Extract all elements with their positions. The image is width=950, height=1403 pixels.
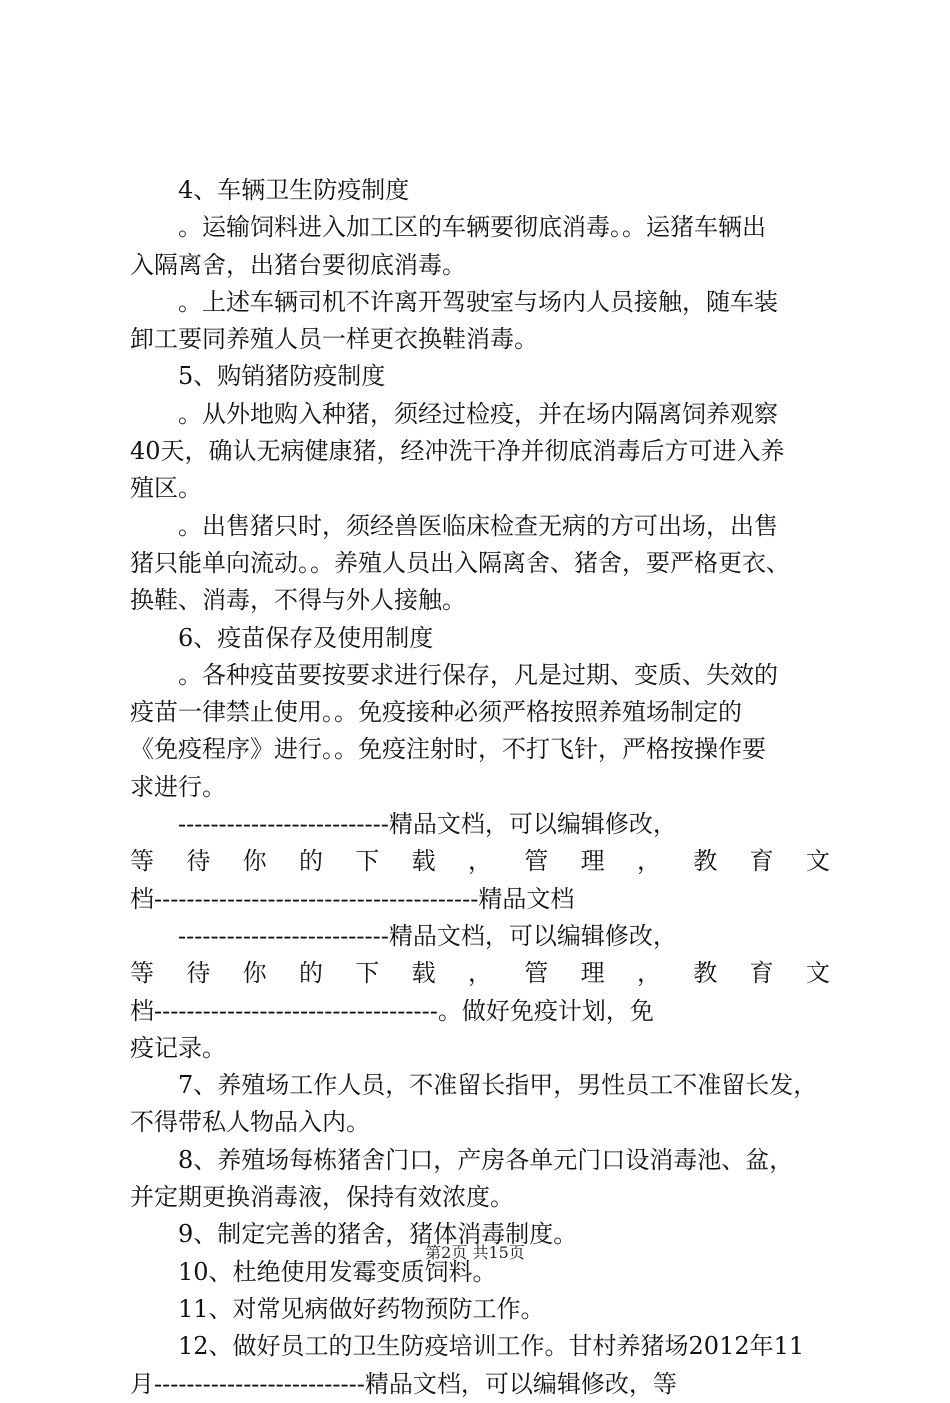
rule-item-11: 11、对常见病做好药物预防工作。 xyxy=(178,1294,545,1323)
spread-char: 理 xyxy=(580,959,605,988)
rule-item-10: 10、杜绝使用发霉变质饲料。 xyxy=(178,1257,497,1286)
rule-item-12: 12、做好员工的卫生防疫培训工作。甘村养猪场2012年11 xyxy=(178,1332,805,1361)
spread-char: ， xyxy=(467,959,492,988)
spread-char: 下 xyxy=(355,959,380,988)
spread-char: 待 xyxy=(186,959,211,988)
spread-char: 教 xyxy=(693,959,718,988)
paragraph-line: 疫苗一律禁止使用。。免疫接种必须严格按照养殖场制定的 xyxy=(130,698,742,727)
spread-char: 育 xyxy=(749,847,774,876)
spread-char: 育 xyxy=(749,959,774,988)
section-heading-5: 5、购销猪防疫制度 xyxy=(178,362,386,391)
paragraph-line: 卸工要同养殖人员一样更衣换鞋消毒。 xyxy=(130,325,538,354)
watermark-spread-line xyxy=(130,843,830,880)
spread-char: ， xyxy=(636,959,661,988)
spread-char: ， xyxy=(636,847,661,876)
spread-char: 待 xyxy=(186,847,211,876)
paragraph-line: 。运输饲料进入加工区的车辆要彻底消毒。。运猪车辆出 xyxy=(178,213,766,242)
paragraph-line: 殖区。 xyxy=(130,474,202,503)
paragraph-line: 。上述车辆司机不许离开驾驶室与场内人员接触，随车装 xyxy=(178,287,778,316)
section-heading-6: 6、疫苗保存及使用制度 xyxy=(178,623,434,652)
section-heading-4: 4、车辆卫生防疫制度 xyxy=(178,176,410,204)
paragraph-line: 猪只能单向流动。。养殖人员出入隔离舍、猪舍，要严格更衣、 xyxy=(130,548,790,577)
spread-char: 载 xyxy=(411,959,436,988)
spread-char: 管 xyxy=(524,847,549,876)
paragraph-line: 疫记录。 xyxy=(130,1033,226,1062)
spread-char: 的 xyxy=(298,959,323,988)
rule-item-8: 8、养殖场每栋猪舍门口，产房各单元门口设消毒池、盆， xyxy=(178,1145,794,1174)
paragraph-line: 月--------------------------精品文档，可以编辑修改，等 xyxy=(130,1369,677,1398)
spread-char: 理 xyxy=(580,847,605,876)
paragraph-line: 入隔离舍，出猪台要彻底消毒。 xyxy=(130,250,466,279)
document-body xyxy=(130,172,830,1403)
watermark-line: 档----------------------------------------精品文档 xyxy=(130,884,575,913)
paragraph-line: 。各种疫苗要按要求进行保存，凡是过期、变质、失效的 xyxy=(178,660,778,689)
rule-item-7: 7、养殖场工作人员，不准留长指甲，男性员工不准留长发， xyxy=(178,1071,818,1100)
spread-char: 等 xyxy=(130,959,154,988)
paragraph-line: 40天，确认无病健康猪，经冲洗干净并彻底消毒后方可进入养 xyxy=(130,437,785,466)
spread-char: 你 xyxy=(242,847,267,876)
watermark-line: --------------------------精品文档，可以编辑修改， xyxy=(178,810,677,839)
spread-char: 文 xyxy=(805,847,830,876)
paragraph-line: 并定期更换消毒液，保持有效浓度。 xyxy=(130,1183,514,1212)
rule-item-9: 9、制定完善的猪舍，猪体消毒制度。 xyxy=(178,1220,578,1249)
spread-char: 管 xyxy=(524,959,549,988)
spread-char: 载 xyxy=(411,847,436,876)
spread-char: 下 xyxy=(355,847,380,876)
spread-char: 文 xyxy=(805,959,830,988)
watermark-spread-line xyxy=(130,955,830,992)
spread-char: 你 xyxy=(242,959,267,988)
page-number-footer: 第2页 共15页 xyxy=(425,1243,525,1262)
paragraph-line: 。出售猪只时，须经兽医临床检查无病的方可出场，出售 xyxy=(178,511,778,540)
paragraph-line: 档-----------------------------------。做好免疫计划，免 xyxy=(130,996,654,1025)
paragraph-line: 换鞋、消毒，不得与外人接触。 xyxy=(130,586,466,615)
paragraph-line: 《免疫程序》进行。。免疫注射时，不打飞针，严格按操作要 xyxy=(130,735,766,764)
spread-char: ， xyxy=(467,847,492,876)
watermark-line: --------------------------精品文档，可以编辑修改， xyxy=(178,921,677,950)
paragraph-line: 求进行。 xyxy=(130,772,226,801)
spread-char: 的 xyxy=(298,847,323,876)
paragraph-line: 。从外地购入种猪，须经过检疫，并在场内隔离饲养观察 xyxy=(178,399,778,428)
spread-char: 等 xyxy=(130,847,154,876)
paragraph-line: 不得带私人物品入内。 xyxy=(130,1108,370,1137)
spread-char: 教 xyxy=(693,847,718,876)
